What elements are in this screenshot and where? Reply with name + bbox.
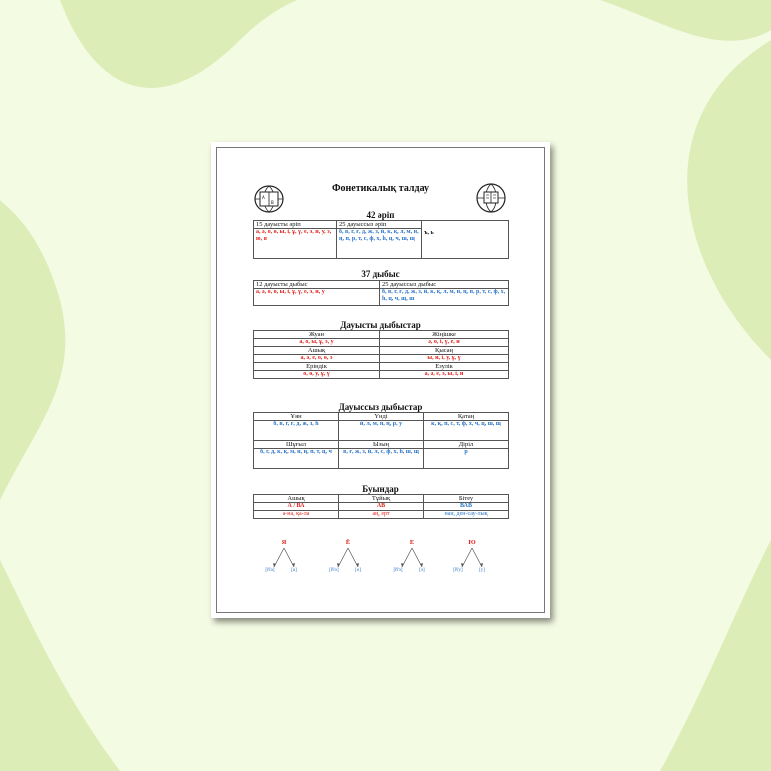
front-vowels-header: Жіңішке xyxy=(380,331,509,339)
unrounded-vowels-list: а, ә, е, э, ы, і, и xyxy=(380,371,509,379)
voiced-list: б, в, г, ғ, д, ж, з, h xyxy=(254,421,339,441)
consonant-letters-header: 25 дауыссыз әріп xyxy=(337,221,422,229)
fricative-header: Ызың xyxy=(339,441,424,449)
sound-part-b: [о] xyxy=(355,568,361,573)
vowel-sounds-section-title: Дауысты дыбыстар xyxy=(340,320,421,330)
sound-part-a: [й'э] xyxy=(393,568,403,573)
sound-part-b: [э] xyxy=(419,568,425,573)
sound-part-a: [й'у] xyxy=(453,568,463,573)
trill-list: р xyxy=(424,449,509,469)
sounds-section-title: 37 дыбыс xyxy=(361,269,400,279)
sonorant-header: Үнді xyxy=(339,413,424,421)
sonorant-list: й, л, м, н, ң, р, у xyxy=(339,421,424,441)
trill-header: Діріл xyxy=(424,441,509,449)
vowel-sounds-list: а, ә, о, ө, ы, і, ұ, ү, е, э, и, у xyxy=(254,289,380,306)
iotated-letter: Е xyxy=(409,539,415,546)
iotated-letter: Я xyxy=(281,539,287,546)
sound-part-a: [й'о] xyxy=(329,568,339,573)
plosive-header: Шұғыл xyxy=(254,441,339,449)
page-title: Фонетикалық талдау xyxy=(331,183,430,194)
back-vowels-header: Жуан xyxy=(254,331,380,339)
vowel-sounds-header: 12 дауысты дыбыс xyxy=(254,281,380,289)
fricative-list: в, ғ, ж, з, й, л, с, ф, х, h, ш, щ xyxy=(339,449,424,469)
iotated-letter: Ё xyxy=(345,539,351,546)
consonant-sounds-header: 25 дауыссыз дыбыс xyxy=(380,281,509,289)
consonant-sounds-list: б, в, г, ғ, д, ж, з, й, к, қ, л, м, н, ң, п, р, т, с, ф, х, һ, ц, ч, щ, ш xyxy=(380,289,509,306)
sound-part-b: [а] xyxy=(291,568,297,573)
voiceless-header: Қатаң xyxy=(424,413,509,421)
closed-full-syllable-header: Бітеу xyxy=(424,495,509,503)
open-vowels-list: а, ә, е, о, ө, э xyxy=(254,355,380,363)
voiced-header: Ұян xyxy=(254,413,339,421)
sign-letters: ъ, ь xyxy=(422,221,509,259)
consonant-classes-table xyxy=(253,412,509,469)
rounded-vowels-list: о, ө, у, ұ, ү xyxy=(254,371,380,379)
syllables-table xyxy=(253,494,509,519)
open-vowels-header: Ашық xyxy=(254,347,380,355)
sound-part-b: [у] xyxy=(479,568,485,573)
back-vowels-list: а, о, ы, ұ, э, у xyxy=(254,339,380,347)
open-syllable-type: А / ВА xyxy=(254,503,339,511)
svg-text:A: A xyxy=(262,195,265,200)
close-vowels-list: ы, и, і, у, ұ, ү xyxy=(380,355,509,363)
sound-part-a: [й'ә] xyxy=(265,568,275,573)
vowel-letters-header: 15 дауысты әріп xyxy=(254,221,337,229)
closed-syllable-header: Тұйық xyxy=(339,495,424,503)
front-vowels-list: ә, ө, і, ү, е, и xyxy=(380,339,509,347)
close-vowels-header: Қысаң xyxy=(380,347,509,355)
consonant-sounds-section-title: Дауыссыз дыбыстар xyxy=(338,402,423,412)
rounded-vowels-header: Еріндік xyxy=(254,363,380,371)
open-syllable-header: Ашық xyxy=(254,495,339,503)
letters-table xyxy=(253,220,509,259)
closed-syllable-example: аң, ерт xyxy=(339,511,424,519)
vowel-letters-list: а, ә, о, ө, ы, і, ұ, ү, е, э, и, у, э, ю, я xyxy=(254,229,337,259)
plosive-list: б, г, д, к, қ, м, н, ң, п, т, ц, ч xyxy=(254,449,339,469)
svg-text:B: B xyxy=(271,200,274,205)
consonant-letters-list: б, в, г, ғ, д, ж, з, й, к, қ, л, м, н, ң, п, р, т, с, ф, х, һ, ц, ч, ш, щ xyxy=(337,229,422,259)
vowel-classes-table xyxy=(253,330,509,379)
closed-syllable-type: АВ xyxy=(339,503,424,511)
open-syllable-example: а-на, қа-ла xyxy=(254,511,339,519)
unrounded-vowels-header: Езулік xyxy=(380,363,509,371)
voiceless-list: к, қ, п, с, т, ф, х, ч, ц, ш, щ xyxy=(424,421,509,441)
closed-full-syllable-example: нан, ден-сау-лық xyxy=(424,511,509,519)
worksheet-page xyxy=(211,142,550,618)
closed-full-syllable-type: ВАВ xyxy=(424,503,509,511)
syllables-section-title: Буындар xyxy=(362,484,399,494)
letters-section-title: 42 әріп xyxy=(366,210,395,220)
sounds-table xyxy=(253,280,509,306)
iotated-letter: Ю xyxy=(468,539,476,546)
